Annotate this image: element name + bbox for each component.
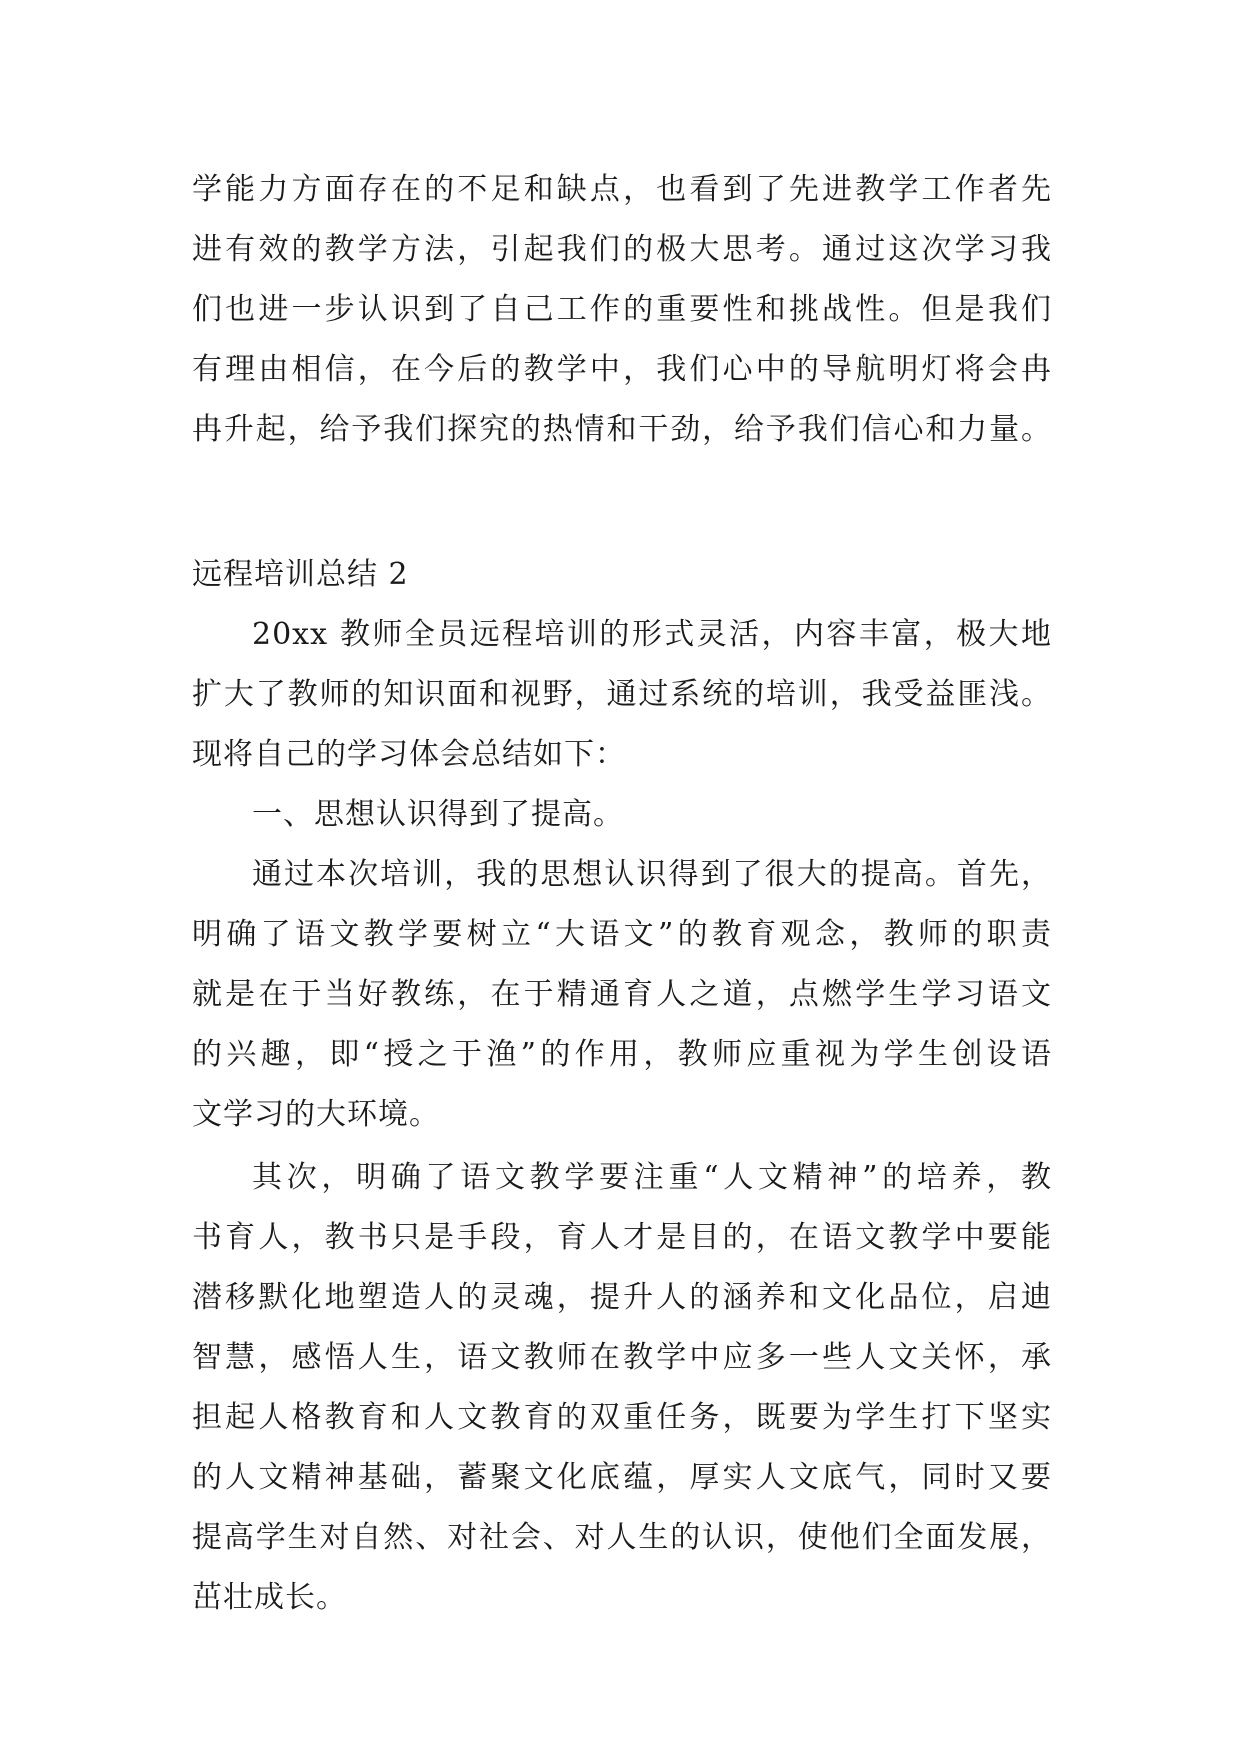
text-line: 智慧，感悟人生，语文教师在教学中应多一些人文关怀，承 (192, 1340, 1052, 1375)
paragraph-humanistic (192, 1148, 1052, 1628)
paragraph-intro-2 (192, 605, 1052, 785)
text-line: 其次，明确了语文教学要注重“人文精神”的培养，教 (252, 1160, 1052, 1195)
intro-paragraph (192, 160, 1052, 460)
text-line: 们也进一步认识到了自己工作的重要性和挑战性。但是我们 (192, 292, 1052, 327)
text-line: 书育人，教书只是手段，育人才是目的，在语文教学中要能 (192, 1220, 1052, 1255)
text-line: 文学习的大环境。 (192, 1097, 440, 1132)
text-line: 茁壮成长。 (192, 1580, 347, 1615)
text-line: 的人文精神基础，蓄聚文化底蕴，厚实人文底气，同时又要 (192, 1460, 1052, 1495)
text-line: 潜移默化地塑造人的灵魂，提升人的涵养和文化品位，启迪 (192, 1280, 1052, 1315)
text-line: 明确了语文教学要树立“大语文”的教育观念，教师的职责 (192, 917, 1052, 952)
text-line: 有理由相信，在今后的教学中，我们心中的导航明灯将会冉 (192, 352, 1052, 387)
text-line: 学能力方面存在的不足和缺点，也看到了先进教学工作者先 (192, 172, 1052, 207)
text-line: 冉升起，给予我们探究的热情和干劲，给予我们信心和力量。 (192, 412, 1052, 447)
section-title: 远程培训总结 2 (192, 557, 409, 592)
text-line: 20xx 教师全员远程培训的形式灵活，内容丰富，极大地 (252, 617, 1052, 652)
text-line: 进有效的教学方法，引起我们的极大思考。通过这次学习我 (192, 232, 1052, 267)
section-spacer (192, 460, 1052, 545)
text-line: 现将自己的学习体会总结如下： (192, 737, 626, 772)
text-line: 提高学生对自然、对社会、对人生的认识，使他们全面发展， (192, 1520, 1052, 1555)
document-page (192, 160, 1052, 1628)
text-line: 的兴趣，即“授之于渔”的作用，教师应重视为学生创设语 (192, 1037, 1052, 1072)
text-line: 就是在于当好教练，在于精通育人之道，点燃学生学习语文 (192, 977, 1052, 1012)
text-line: 通过本次培训，我的思想认识得到了很大的提高。首先， (252, 857, 1052, 892)
paragraph-thought (192, 845, 1052, 1145)
subheading: 一、思想认识得到了提高。 (252, 797, 624, 832)
text-line: 扩大了教师的知识面和视野，通过系统的培训，我受益匪浅。 (192, 677, 1052, 712)
text-line: 担起人格教育和人文教育的双重任务，既要为学生打下坚实 (192, 1400, 1052, 1435)
